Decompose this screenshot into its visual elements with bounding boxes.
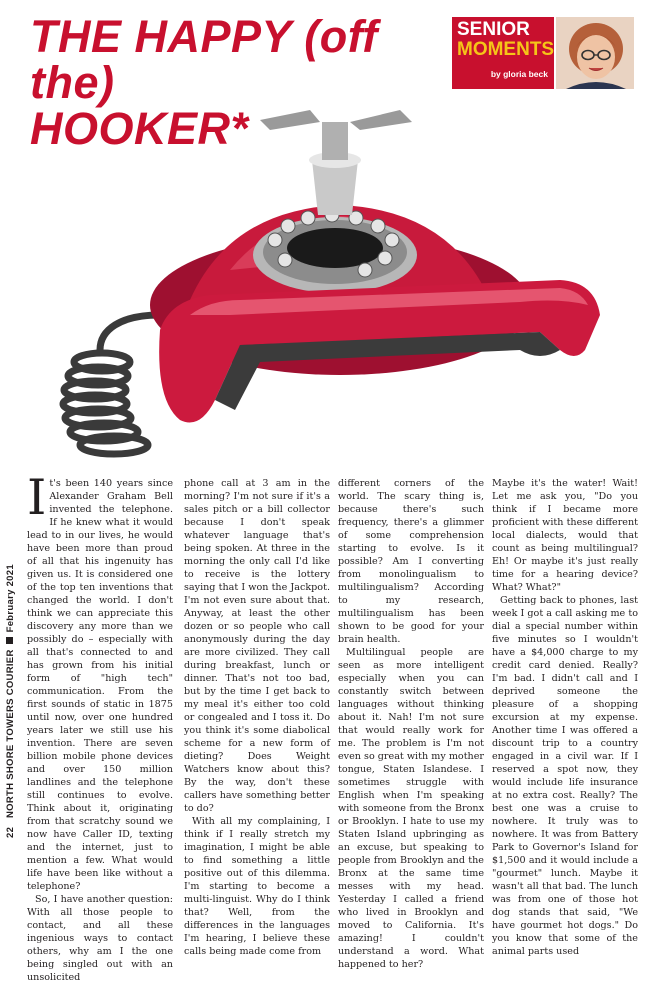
article-paragraph: Multilingual people are seen as more intelligent especially when you can constantly switch between languages without thinking about it. Nah! I'm not sure that would really work for me. The problem is I'm not even so great with my mother tongue, Staten Islandese. I sometimes struggle with English when I'm speaking with someone from the Bronx or Brooklyn. I hate to use my Staten Island upbringing as an excuse, but speaking to people from Brooklyn and the Bronx at the same time messes with my head. Yesterday I called a friend who lived in Brooklyn and moved to California. It's amazing! I couldn't understand a word. What happened to her? [338, 647, 484, 970]
article-paragraph [27, 469, 173, 893]
phone-cord [63, 315, 160, 454]
telephone-illustration [40, 100, 610, 470]
drop-cap: I [27, 469, 47, 526]
article-paragraph: phone call at 3 am in the morning? I'm not sure if it's a sales pitch or a bill collector because I don't speak whatever language that's being spoken. At three in the morning the only call I'd like to receive is the lottery saying that I won the Jackpot. I'm not even sure about that. Anyway, at least the other dozen or so people who call anonymously during the day are more civilized. They call during breakfast, lunch or dinner. That's not too bad, but by the time I get back to my meal it's either too cold or congealed and I toss it. Do you think it's some diabolical scheme for a new form of dieting? Does Weight Watchers know about this? By the way, don't these callers have something better to do? [184, 478, 330, 814]
badge-line-2: MOMENTS [457, 39, 555, 60]
separator-square [6, 637, 13, 644]
article-paragraph: Maybe it's the water! Wait! Let me ask you, "Do you think if I became more proficient with these different local dialects, would that count as being multilingual? Eh! Or maybe it's just really time for a hearing device? What? What?" [492, 478, 638, 593]
paragraph-text: t's been 140 years since Alexander Graham Bell invented the telephone. If he knew what it would lead to in our lives, he would have been more than proud of all that his ingenuity has given us. It is considered one of the top ten inventions that changed the world. I don't think we can appreciate this discovery any more than we possibly do – especially with all that's connected to and has grown from his initial form of "high tech" communication. From the first sounds of static in 1875 until now, over one hundred years later we still use his invention. There are seven billion mobile phone devices and over 150 million landlines and the telephone still continues to evolve. Think about it, originating from that scratchy sound we now have Caller ID, texting and the internet, just to mention a few. What would life have been like without a telephone? [27, 478, 173, 892]
footer-text [5, 564, 16, 838]
column-badge [452, 17, 554, 89]
article-paragraph: So, I have another question: With all those people to contact, and all these ingenious ways to contact others, why am I the one being singled out with an unsolicited [27, 894, 173, 983]
page-footer [0, 470, 22, 846]
handset [159, 280, 600, 423]
title-line-2: HOOKER* [30, 103, 249, 154]
article-paragraph: Getting back to phones, last week I got a call asking me to dial a special number within five minutes so I wouldn't have a $4,000 charge to my credit card denied. Really? I'm bad. I didn't call and I deprived someone the pleasure of a shopping excursion at my expense. Another time I was offered a discount trip to a country engaged in a civil war. If I reserved a spot now, they would include life insurance at no extra cost. Really? The best one was a cruise to nowhere. It truly was to nowhere. It was from Battery Park to Governor's Island for $1,500 and it would include a "gourmet" lunch. Maybe it wasn't all that bad. The lunch was from one of those hot dog stands that said, "We have gourmet hot dogs." Do you know that some of the animal parts used [492, 595, 638, 957]
article-column-3 [338, 477, 484, 970]
title-line-1: THE HAPPY (off the) [30, 11, 378, 108]
page-number: 22 [5, 826, 16, 838]
article-body [27, 469, 649, 983]
article-column-4 [492, 477, 638, 957]
article-paragraph: different corners of the world. The scary thing is, because there's such frequency, there's a glimmer of some comprehension starting to evolve. Is it possible? Am I converting from monolingualism to multilingualism? According to my research, multilingualism has been shown to be good for your brain health. [338, 478, 484, 645]
publication-name: NORTH SHORE TOWERS COURIER [5, 649, 16, 818]
article-column-2 [184, 477, 330, 957]
article-column-1 [27, 469, 173, 983]
byline: by gloria beck [490, 69, 548, 79]
author-portrait-image [556, 17, 634, 89]
article-paragraph: With all my complaining, I think if I really stretch my imagination, I might be able to find something a little positive out of this dilemma. I'm starting to become a multi-linguist. Why do I think that? Well, from the differences in the languages I'm hearing, I believe these calls being made come from [184, 816, 330, 957]
handset-cradle [260, 110, 412, 215]
author-portrait [556, 17, 634, 89]
badge-line-1: SENIOR [457, 19, 530, 40]
issue-date: February 2021 [5, 564, 16, 633]
